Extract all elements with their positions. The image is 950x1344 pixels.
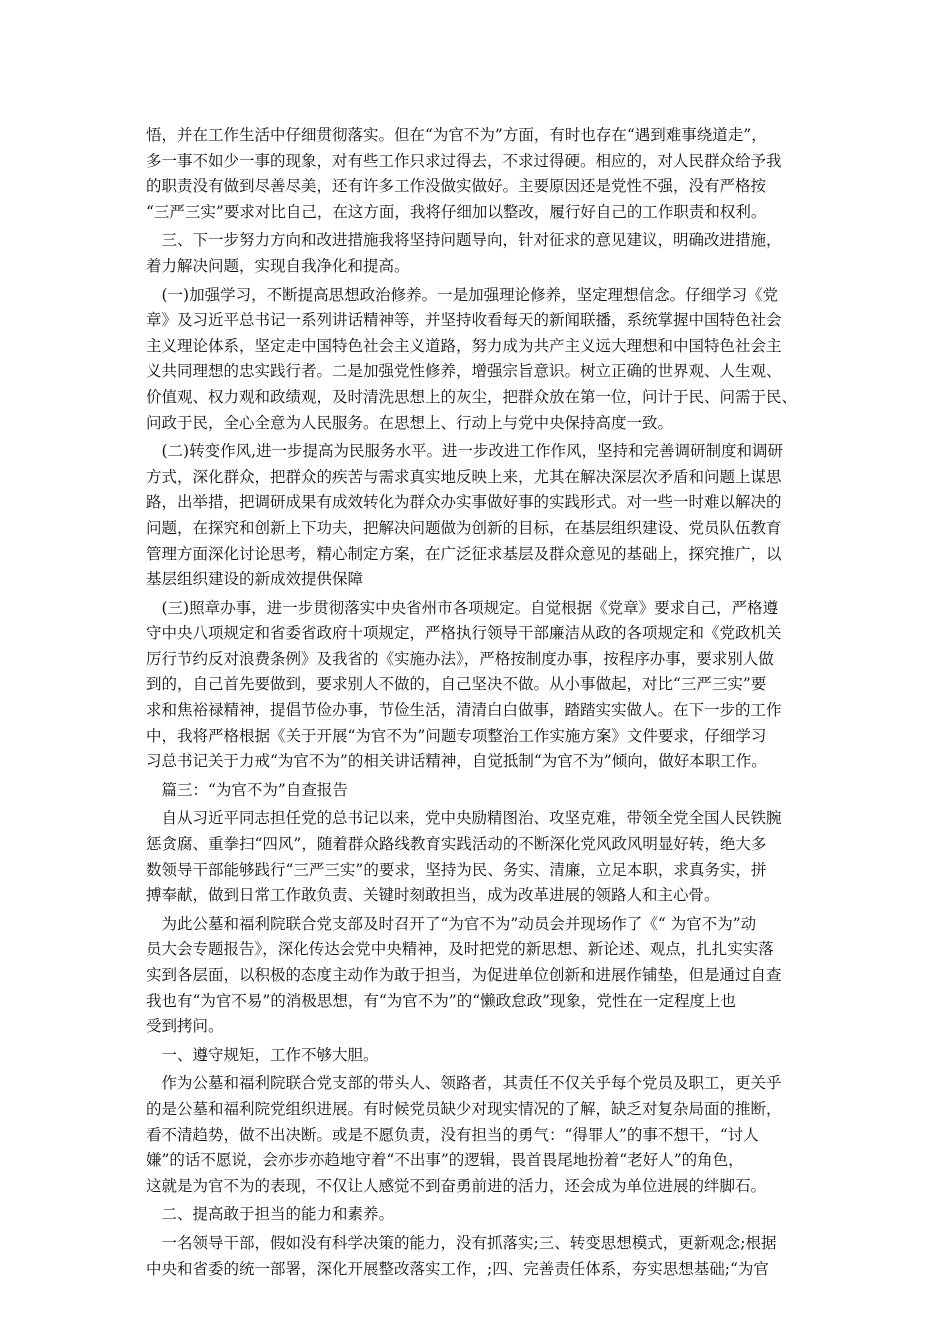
text-line: 二、提高敢于担当的能力和素养。 [146, 1205, 395, 1224]
text-line: 主义理论体系，坚定走中国特色社会主义道路，努力成为共产主义远大理想和中国特色社会主 [146, 336, 782, 355]
paragraph [146, 1231, 806, 1282]
text-line: 习总书记关于力戒“为官不为”的相关讲话精神，自觉抵制“为官不为”倾向，做好本职工作。 [146, 752, 767, 771]
text-line: 中，我将严格根据《关于开展“为官不为”问题专项整治工作实施方案》文件要求，仔细学习 [146, 726, 767, 745]
text-line: 厉行节约反对浪费条例》及我省的《实施办法》，严格按制度办事，按程序办事，要求别人做 [146, 649, 774, 668]
text-line: 管理方面深化讨论思考，精心制定方案，在广泛征求基层及群众意见的基础上，探究推广，以 [146, 544, 782, 563]
paragraph [146, 806, 806, 908]
text-line: 守中央八项规定和省委省政府十项规定，严格执行领导干部廉洁从政的各项规定和《党政机关 [146, 624, 782, 643]
text-line: 一、遵守规矩，工作不够大胆。 [146, 1045, 379, 1064]
text-line: 基层组织建设的新成效提供保障 [146, 570, 364, 589]
text-line: (二)转变作风,进一步提高为民服务水平。进一步改进工作作风，坚持和完善调研制度和调研 [146, 442, 784, 461]
text-line: 方式，深化群众，把群众的疾苦与需求真实地反映上来，尤其在解决深层次矛盾和问题上谋思 [146, 467, 782, 486]
text-line: 多一事不如少一事的现象，对有些工作只求过得去，不求过得硬。相应的，对人民群众给予我 [146, 151, 782, 170]
text-line: 自从习近平同志担任党的总书记以来，党中央励精图治、攻坚克难，带领全党全国人民铁腕 [146, 809, 782, 828]
text-line: 义共同理想的忠实践行者。二是加强党性修养，增强宗旨意识。树立正确的世界观、人生观、 [146, 362, 782, 381]
text-line: 为此公墓和福利院联合党支部及时召开了“为官不为”动员会并现场作了《“ 为官不为”动 [146, 914, 757, 933]
text-line: 我也有“为官不易”的消极思想，有“为官不为”的“懒政怠政”现象，党性在一定程度上也 [146, 991, 737, 1010]
text-line: 搏奉献，做到日常工作敢负责、关键时刻敢担当，成为改革进展的领路人和主心骨。 [146, 886, 720, 905]
text-line: 惩贪腐、重拳扫“四风”，随着群众路线教育实践活动的不断深化党风政风明显好转，绝大多 [146, 835, 767, 854]
text-line: 受到拷问。 [146, 1017, 224, 1036]
text-line: 一名领导干部，假如没有科学决策的能力，没有抓落实;三、转变思想模式，更新观念;根据 [146, 1233, 777, 1252]
paragraph [146, 123, 806, 225]
paragraph [146, 912, 806, 1040]
text-line: (三)照章办事，进一步贯彻落实中央省州市各项规定。自觉根据《党章》要求自己，严格遵 [146, 598, 779, 617]
text-line: 嫌”的话不愿说，会亦步亦趋地守着“不出事”的逻辑，畏首畏尾地扮着“老好人”的角色， [146, 1151, 744, 1170]
text-line: 的职责没有做到尽善尽美，还有许多工作没做实做好。主要原因还是党性不强，没有严格按 [146, 177, 767, 196]
text-line: 价值观、权力观和政绩观，及时清洗思想上的灰尘，把群众放在第一位，问计于民、问需于民、 [146, 387, 798, 406]
paragraph [146, 439, 806, 593]
text-line: 悟，并在工作生活中仔细贯彻落实。但在“为官不为”方面，有时也存在“遇到难事绕道走”， [146, 126, 767, 144]
text-line: 路，出举措，把调研成果有成效转化为群众办实事做好事的实践形式。对一些一时难以解决的 [146, 493, 782, 512]
text-line: 这就是为官不为的表现，不仅让人感觉不到奋勇前进的活力，还会成为单位进展的绊脚石。 [146, 1176, 767, 1195]
text-line: 实到各层面，以积极的态度主动作为敢于担当，为促进单位创新和进展作铺垫，但是通过自查 [146, 966, 782, 984]
paragraph [146, 283, 806, 437]
text-line: 数领导干部能够践行“三严三实”的要求，坚持为民、务实、清廉，立足本职，求真务实，拼 [146, 860, 767, 879]
paragraph [146, 1202, 806, 1228]
document-page [146, 123, 806, 1285]
text-line: (一)加强学习，不断提高思想政治修养。一是加强理论修养，坚定理想信念。仔细学习《党 [146, 285, 779, 304]
paragraph [146, 1071, 806, 1199]
text-line: 问题，在探究和创新上下功夫，把解决问题做为创新的目标，在基层组织建设、党员队伍教育 [146, 518, 782, 537]
text-line: 求和焦裕禄精神，提倡节俭办事，节俭生活，清清白白做事，踏踏实实做人。在下一步的工作 [146, 701, 782, 720]
paragraph [146, 228, 806, 279]
text-line: 作为公墓和福利院联合党支部的带头人、领路者，其责任不仅关乎每个党员及职工，更关乎 [146, 1074, 782, 1093]
text-line: 员大会专题报告》，深化传达会党中央精神，及时把党的新思想、新论述、观点，扎扎实实落 [146, 940, 774, 959]
paragraph [146, 778, 806, 804]
text-line: 三、下一步努力方向和改进措施我将坚持问题导向，针对征求的意见建议，明确改进措施， [146, 231, 782, 250]
text-line: 的是公墓和福利院党组织进展。有时候党员缺少对现实情况的了解，缺乏对复杂局面的推断， [146, 1099, 782, 1118]
text-line: 章》及习近平总书记一系列讲话精神等，并坚持收看每天的新闻联播，系统掌握中国特色社会 [146, 311, 782, 330]
text-line: 中央和省委的统一部署，深化开展整改落实工作，;四、完善责任体系，夯实思想基础;“为官 [146, 1259, 769, 1278]
text-line: 篇三：“为官不为”自查报告 [146, 780, 348, 799]
text-line: 问政于民，全心全意为人民服务。在思想上、行动上与党中央保持高度一致。 [146, 413, 674, 432]
text-line: 看不清趋势，做不出决断。或是不愿负责，没有担当的勇气：“得罪人”的事不想干，“讨人 [146, 1125, 759, 1144]
paragraph [146, 596, 806, 775]
text-line: “三严三实”要求对比自己，在这方面，我将仔细加以整改，履行好自己的工作职责和权利。 [146, 202, 767, 221]
text-line: 着力解决问题，实现自我净化和提高。 [146, 256, 410, 275]
text-line: 到的，自己首先要做到，要求别人不做的，自己坚决不做。从小事做起，对比“三严三实”要 [146, 675, 767, 694]
paragraph [146, 1043, 806, 1069]
